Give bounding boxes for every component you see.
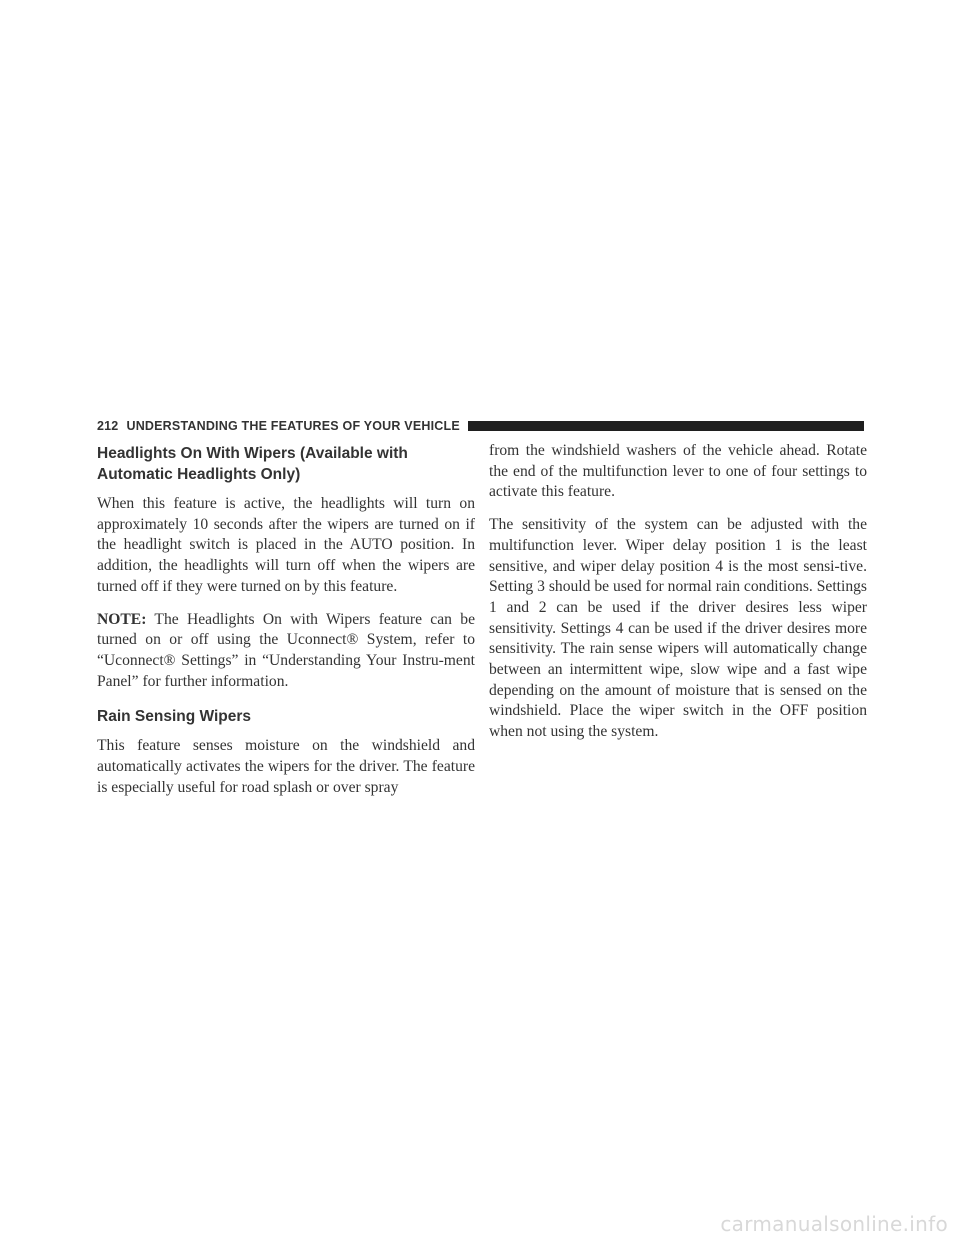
page-number: 212 xyxy=(97,419,119,433)
section-heading-headlights-on-with-wipers: Headlights On With Wipers (Available with Automatic Headlights Only) xyxy=(97,445,408,483)
chapter-title: UNDERSTANDING THE FEATURES OF YOUR VEHICLE xyxy=(126,419,460,433)
paragraph-rain-sensing-intro: This feature senses moisture on the windshield and automatically activates the wipers for the driver. The feature is especially useful for road splash or over spray xyxy=(97,737,475,796)
note-paragraph xyxy=(97,610,475,693)
paragraph-sensitivity-settings: The sensitivity of the system can be adjusted with the multifunction lever. Wiper delay position 1 is the least sensitive, and wiper delay position 4 is the most sensi-tive. Setting 3 should be used for normal rain conditions. Settings 1 and 2 can be used if the driver desires less wiper sensitivity. Settings 4 can be used if the driver desires more sensitivity. The rain sense wipers will automatically change between an intermittent wipe, slow wipe and a fast wipe depending on the amount of moisture that is sensed on the windshield. Place the wiper switch in the OFF position when not using the system. xyxy=(489,516,867,741)
note-text: The Headlights On with Wipers feature can be turned on or off using the Uconnect® System, refer to “Uconnect® Settings” in “Understanding Your Instru-ment Panel” for further information. xyxy=(97,610,475,690)
running-header xyxy=(97,417,864,435)
left-column xyxy=(97,443,475,810)
right-column xyxy=(489,443,867,755)
watermark-text: carmanualsonline.info xyxy=(720,1212,948,1236)
paragraph-rain-sensing-continued: from the windshield washers of the vehicle ahead. Rotate the end of the multifunction lever to one of four settings to activate this feature. xyxy=(489,442,867,501)
paragraph-headlights-behavior: When this feature is active, the headlights will turn on approximately 10 seconds after the wipers are turned on if the headlight switch is placed in the AUTO position. In addition, the headlights will turn off when the wipers are turned off if they were turned on by this feature. xyxy=(97,495,475,595)
header-rule xyxy=(468,421,864,431)
note-label: NOTE: xyxy=(97,610,147,628)
section-heading-rain-sensing-wipers: Rain Sensing Wipers xyxy=(97,708,252,726)
